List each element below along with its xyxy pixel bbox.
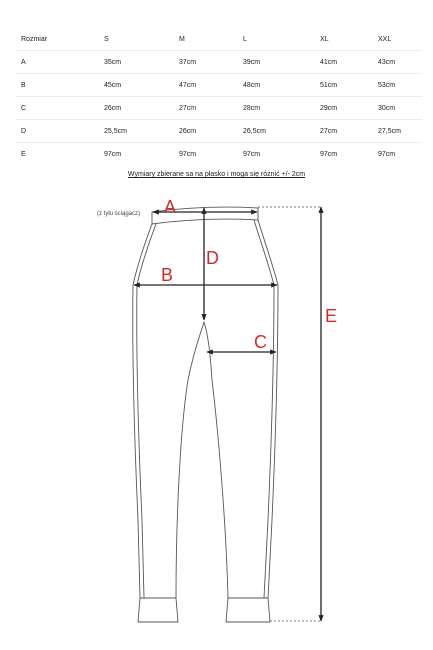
table-cell: 48cm xyxy=(238,74,315,97)
header-cell: Rozmiar xyxy=(16,28,99,51)
header-cell: XXL xyxy=(373,28,422,51)
table-cell: 39cm xyxy=(238,51,315,74)
label-d: D xyxy=(206,248,219,268)
table-cell: 53cm xyxy=(373,74,422,97)
table-cell: 41cm xyxy=(315,51,373,74)
table-cell: 27,5cm xyxy=(373,120,422,143)
header-cell: M xyxy=(174,28,238,51)
table-cell: 47cm xyxy=(174,74,238,97)
table-cell: 25,5cm xyxy=(99,120,174,143)
label-b: B xyxy=(161,265,174,285)
measurement-note: Wymiary zbierane sa na płasko i moga się różnić +/- 2cm xyxy=(127,171,306,178)
row-label: D xyxy=(16,120,99,143)
table-cell: 45cm xyxy=(99,74,174,97)
table-cell: 51cm xyxy=(315,74,373,97)
row-label: A xyxy=(16,51,99,74)
table-cell: 29cm xyxy=(315,97,373,120)
header-cell: S xyxy=(99,28,174,51)
table-cell: 27cm xyxy=(174,97,238,120)
guide-lines xyxy=(258,207,321,621)
table-cell: 26cm xyxy=(174,120,238,143)
label-a: A xyxy=(164,197,177,217)
table-cell: 26,5cm xyxy=(238,120,315,143)
table-cell: 26cm xyxy=(99,97,174,120)
table-cell: 30cm xyxy=(373,97,422,120)
header-cell: XL xyxy=(315,28,373,51)
table-cell: 97cm xyxy=(320,150,338,158)
table-cell: 43cm xyxy=(373,51,422,74)
table-cell: 27cm xyxy=(315,120,373,143)
table-cell: 37cm xyxy=(174,51,238,74)
table-cell: 35cm xyxy=(99,51,174,74)
table-cell: 97cm xyxy=(179,150,197,158)
row-label: B xyxy=(16,74,99,97)
header-cell: L xyxy=(238,28,315,51)
table-cell: 97cm xyxy=(243,150,261,158)
row-label: E xyxy=(21,150,26,158)
waistband-annotation: (z tyłu ściągacz) xyxy=(97,211,141,217)
table-cell: 97cm xyxy=(104,150,122,158)
row-label: C xyxy=(16,97,99,120)
trousers-outline xyxy=(133,207,278,622)
table-cell: 97cm xyxy=(378,150,396,158)
label-c: C xyxy=(254,332,267,352)
table-cell: 28cm xyxy=(238,97,315,120)
label-e: E xyxy=(325,306,338,326)
